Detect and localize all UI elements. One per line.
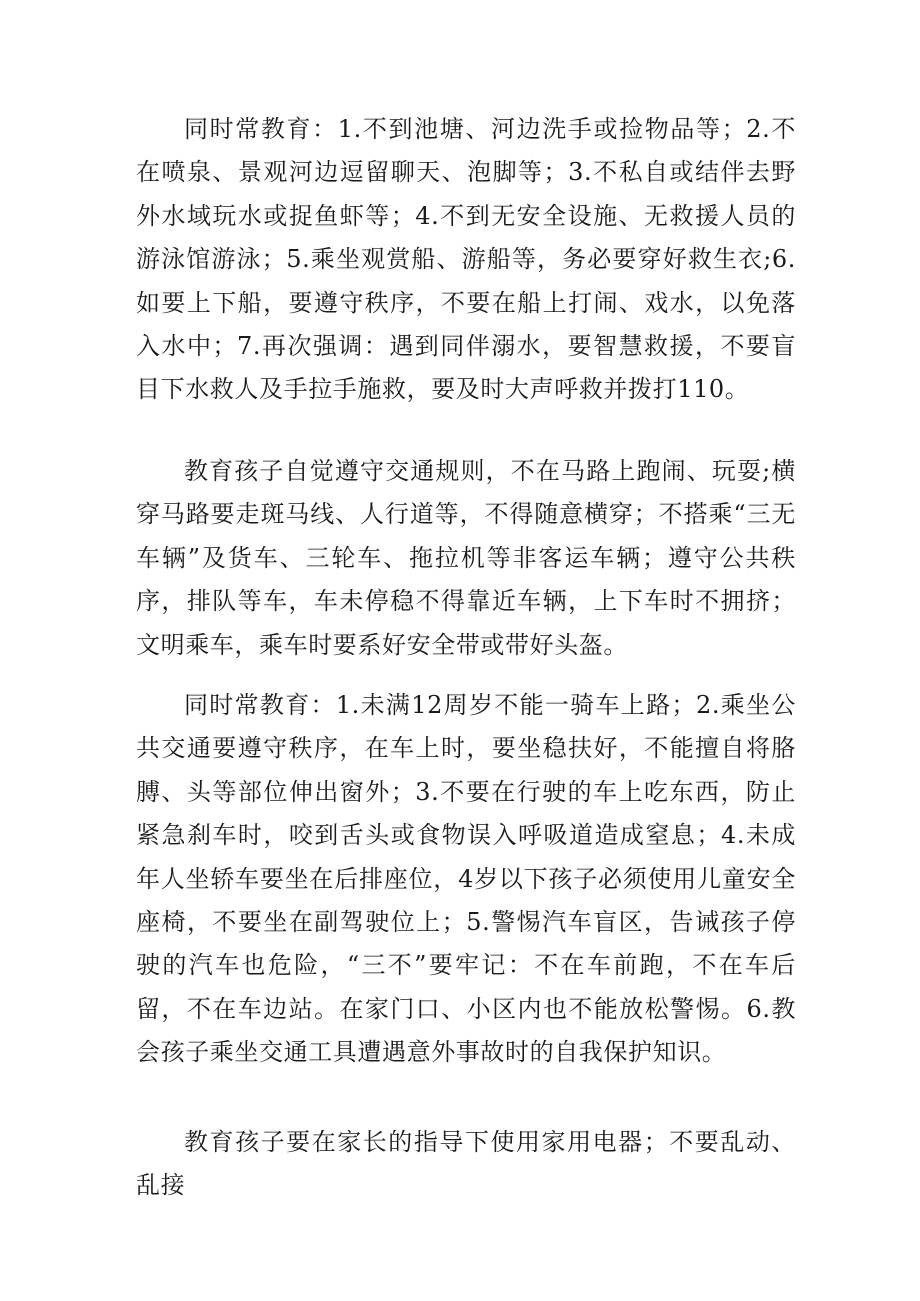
paragraph-traffic-rules: 教育孩子自觉遵守交通规则，不在马路上跑闹、玩耍;横穿马路要走斑马线、人行道等，不得随意横穿；不搭乘“三无车辆”及货车、三轮车、拖拉机等非客运车辆；遵守公共秩序，排队等车，车未停稳不得靠近车辆，上下车时不拥挤；文明乘车，乘车时要系好安全带或带好头盔。 [136,457,796,659]
paragraph-water-safety: 同时常教育：1.不到池塘、河边洗手或捡物品等；2.不在喷泉、景观河边逗留聊天、泡脚等；3.不私自或结伴去野外水域玩水或捉鱼虾等；4.不到无安全设施、无救援人员的游泳馆游泳；5.乘坐观赏船、游船等，务必要穿好救生衣;6.如要上下船，要遵守秩序，不要在船上打闹、戏水，以免落入水中；7.再次强调：遇到同伴溺水，要智慧救援，不要盲目下水救人及手拉手施救，要及时大声呼救并拨打110。 [136,115,796,404]
paragraph-electrical-safety: 教育孩子要在家长的指导下使用家用电器；不要乱动、乱接 [136,1128,796,1200]
paragraph-transport-safety: 同时常教育：1.未满12周岁不能一骑车上路；2.乘坐公共交通要遵守秩序，在车上时，要坐稳扶好，不能擅自将胳膊、头等部位伸出窗外；3.不要在行驶的车上吃东西，防止紧急刹车时，咬到舌头或食物误入呼吸道造成窒息；4.未成年人坐轿车要坐在后排座位，4岁以下孩子必须使用儿童安全座椅，不要坐在副驾驶位上；5.警惕汽车盲区，告诫孩子停驶的汽车也危险，“三不”要牢记：不在车前跑，不在车后留，不在车边站。在家门口、小区内也不能放松警惕。6.教会孩子乘坐交通工具遭遇意外事故时的自我保护知识。 [136,691,796,1067]
